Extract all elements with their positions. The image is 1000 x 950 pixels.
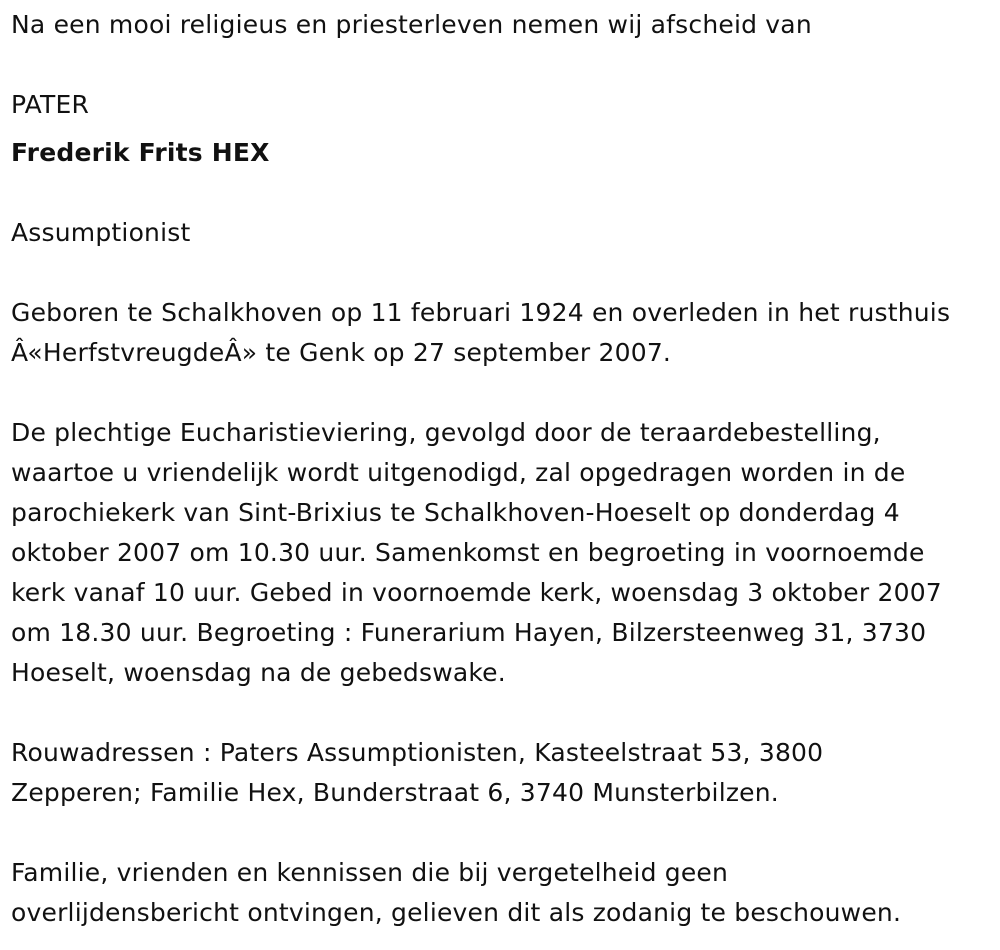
religious-order: Assumptionist bbox=[11, 218, 191, 247]
spacer bbox=[11, 373, 996, 413]
spacer bbox=[11, 173, 996, 213]
spacer bbox=[11, 253, 996, 293]
text-line: overlijdensbericht ontvingen, gelieven dit als zodanig te beschouwen. bbox=[11, 898, 902, 927]
text-line: parochiekerk van Sint-Brixius te Schalkhoven-Hoeselt op donderdag 4 bbox=[11, 498, 900, 527]
text-line: Geboren te Schalkhoven op 11 februari 1924 en overleden in het rusthuis bbox=[11, 298, 951, 327]
text-line: Hoeselt, woensdag na de gebedswake. bbox=[11, 658, 506, 687]
text-line: Rouwadressen : Paters Assumptionisten, Kasteelstraat 53, 3800 bbox=[11, 738, 824, 767]
death-notice bbox=[11, 5, 996, 933]
spacer bbox=[11, 45, 996, 85]
spacer bbox=[11, 813, 996, 853]
text-line: Â«HerfstvreugdeÂ» te Genk op 27 september 2007. bbox=[11, 338, 672, 367]
birth-death-paragraph bbox=[11, 293, 996, 373]
closing-paragraph bbox=[11, 853, 996, 933]
text-line: Familie, vrienden en kennissen die bij vergetelheid geen bbox=[11, 858, 729, 887]
text-line: oktober 2007 om 10.30 uur. Samenkomst en begroeting in voornoemde bbox=[11, 538, 925, 567]
text-line: om 18.30 uur. Begroeting : Funerarium Hayen, Bilzersteenweg 31, 3730 bbox=[11, 618, 927, 647]
spacer bbox=[11, 693, 996, 733]
text-line: kerk vanaf 10 uur. Gebed in voornoemde kerk, woensdag 3 oktober 2007 bbox=[11, 578, 942, 607]
text-line: Zepperen; Familie Hex, Bunderstraat 6, 3740 Munsterbilzen. bbox=[11, 778, 779, 807]
title-prefix: PATER bbox=[11, 90, 90, 119]
condolence-addresses-paragraph bbox=[11, 733, 996, 813]
deceased-name: Frederik Frits HEX bbox=[11, 138, 270, 167]
text-line: waartoe u vriendelijk wordt uitgenodigd, zal opgedragen worden in de bbox=[11, 458, 906, 487]
intro-text: Na een mooi religieus en priesterleven nemen wij afscheid van bbox=[11, 10, 812, 39]
text-line: De plechtige Eucharistieviering, gevolgd door de teraardebestelling, bbox=[11, 418, 881, 447]
ceremony-paragraph bbox=[11, 413, 996, 693]
